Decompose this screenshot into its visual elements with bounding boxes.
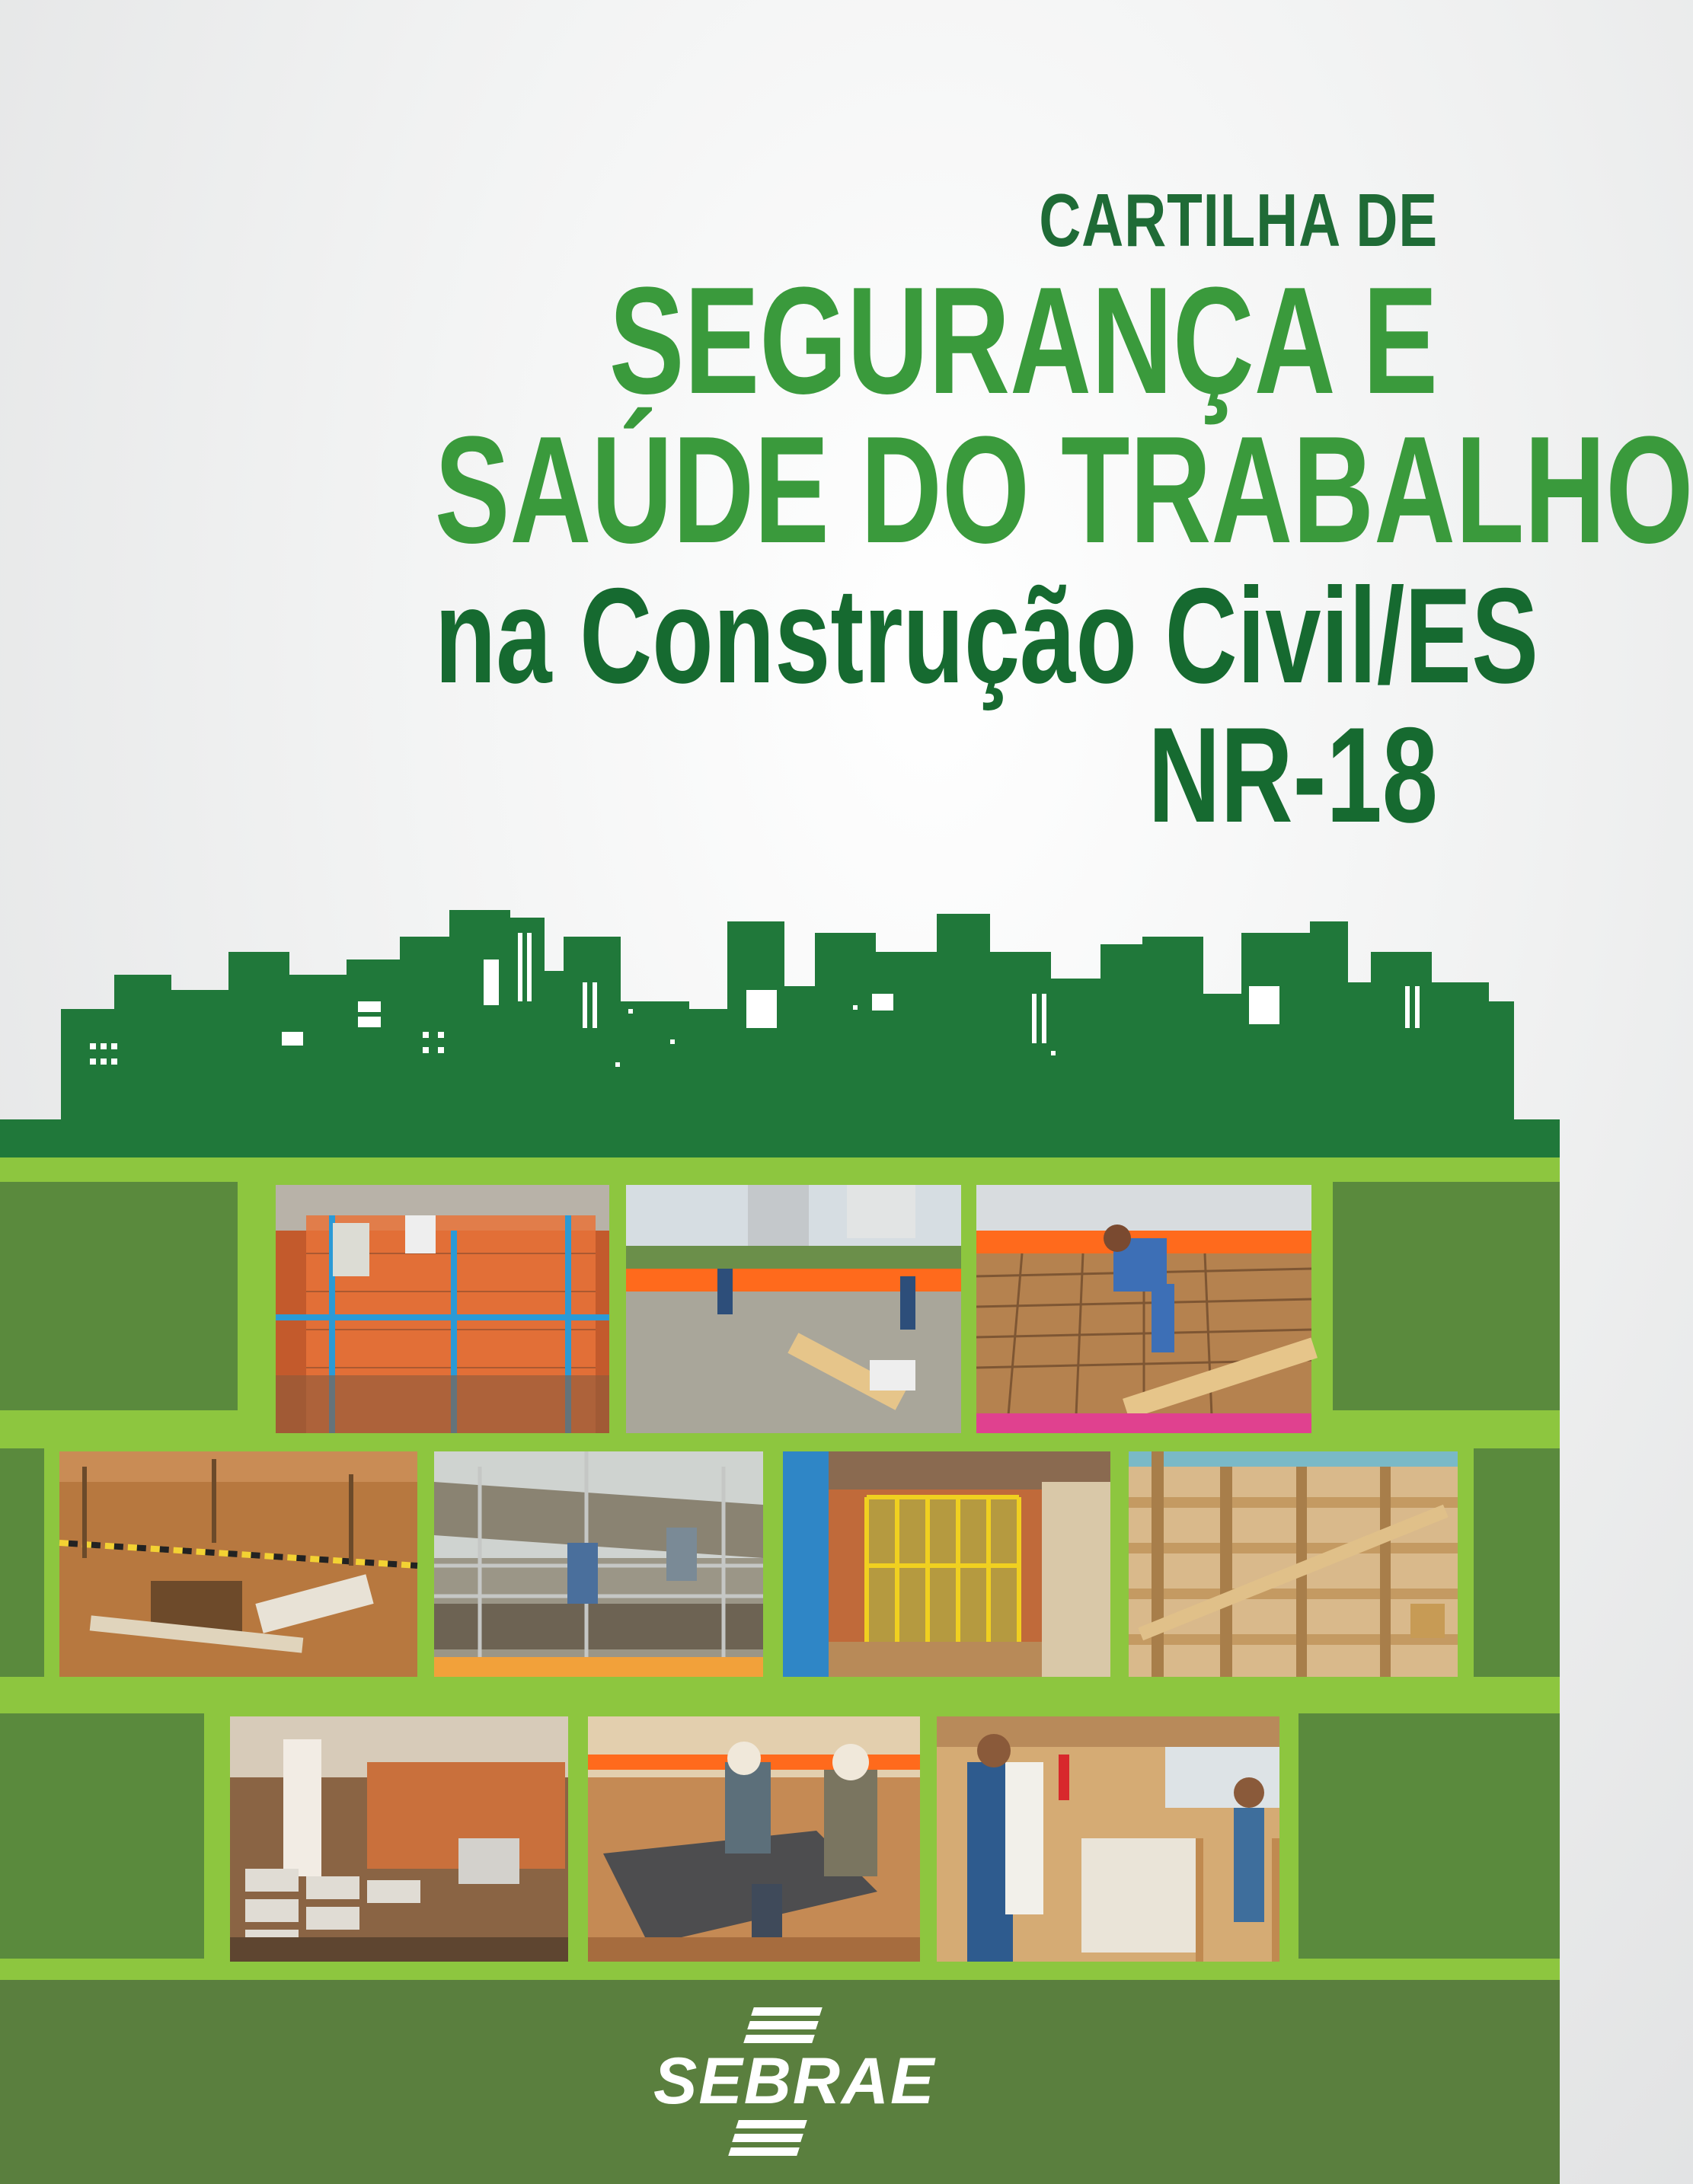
logo-text: SEBRAE (653, 2045, 936, 2118)
photo-scaffold-safety-net (276, 1185, 609, 1433)
photo-excavation-barrier-tape (59, 1451, 417, 1677)
logo-stripe (751, 2007, 823, 2016)
sebrae-logo (653, 2007, 936, 2160)
wall-brick (1474, 1448, 1560, 1677)
photo-concrete-pouring (626, 1185, 961, 1433)
city-skyline-illustration (0, 861, 1560, 1165)
wall-brick (0, 1713, 204, 1959)
title-line-4: na Construção Civil/ES (434, 560, 1539, 711)
photo-carpentry-workshop (937, 1716, 1279, 1962)
logo-stripe (732, 2134, 803, 2142)
title-line-3: SAÚDE DO TRABALHO (434, 405, 1693, 575)
photo-worker-cutting-sheet (588, 1716, 920, 1962)
wall-brick (0, 1182, 238, 1410)
title-line-5: NR-18 (1148, 698, 1438, 851)
logo-stripe (736, 2120, 807, 2128)
title-line-2: SEGURANÇA E (609, 256, 1438, 426)
logo-stripe (747, 2021, 819, 2029)
brick-wall-photo-grid (0, 1157, 1560, 1980)
wall-brick (1298, 1713, 1560, 1959)
photo-material-hoist-cage (783, 1451, 1110, 1677)
photo-workers-on-scaffold (434, 1451, 763, 1677)
wall-brick (1333, 1182, 1560, 1410)
logo-stripe (743, 2035, 815, 2043)
logo-stripe (728, 2147, 800, 2156)
title-line-1: CARTILHA DE (1039, 178, 1438, 262)
cover-title (82, 178, 1693, 851)
photo-wooden-storage-shelves (1129, 1451, 1458, 1677)
photo-material-storage-room (230, 1716, 568, 1962)
photo-worker-tying-rebar (976, 1185, 1311, 1433)
wall-brick (0, 1448, 44, 1677)
